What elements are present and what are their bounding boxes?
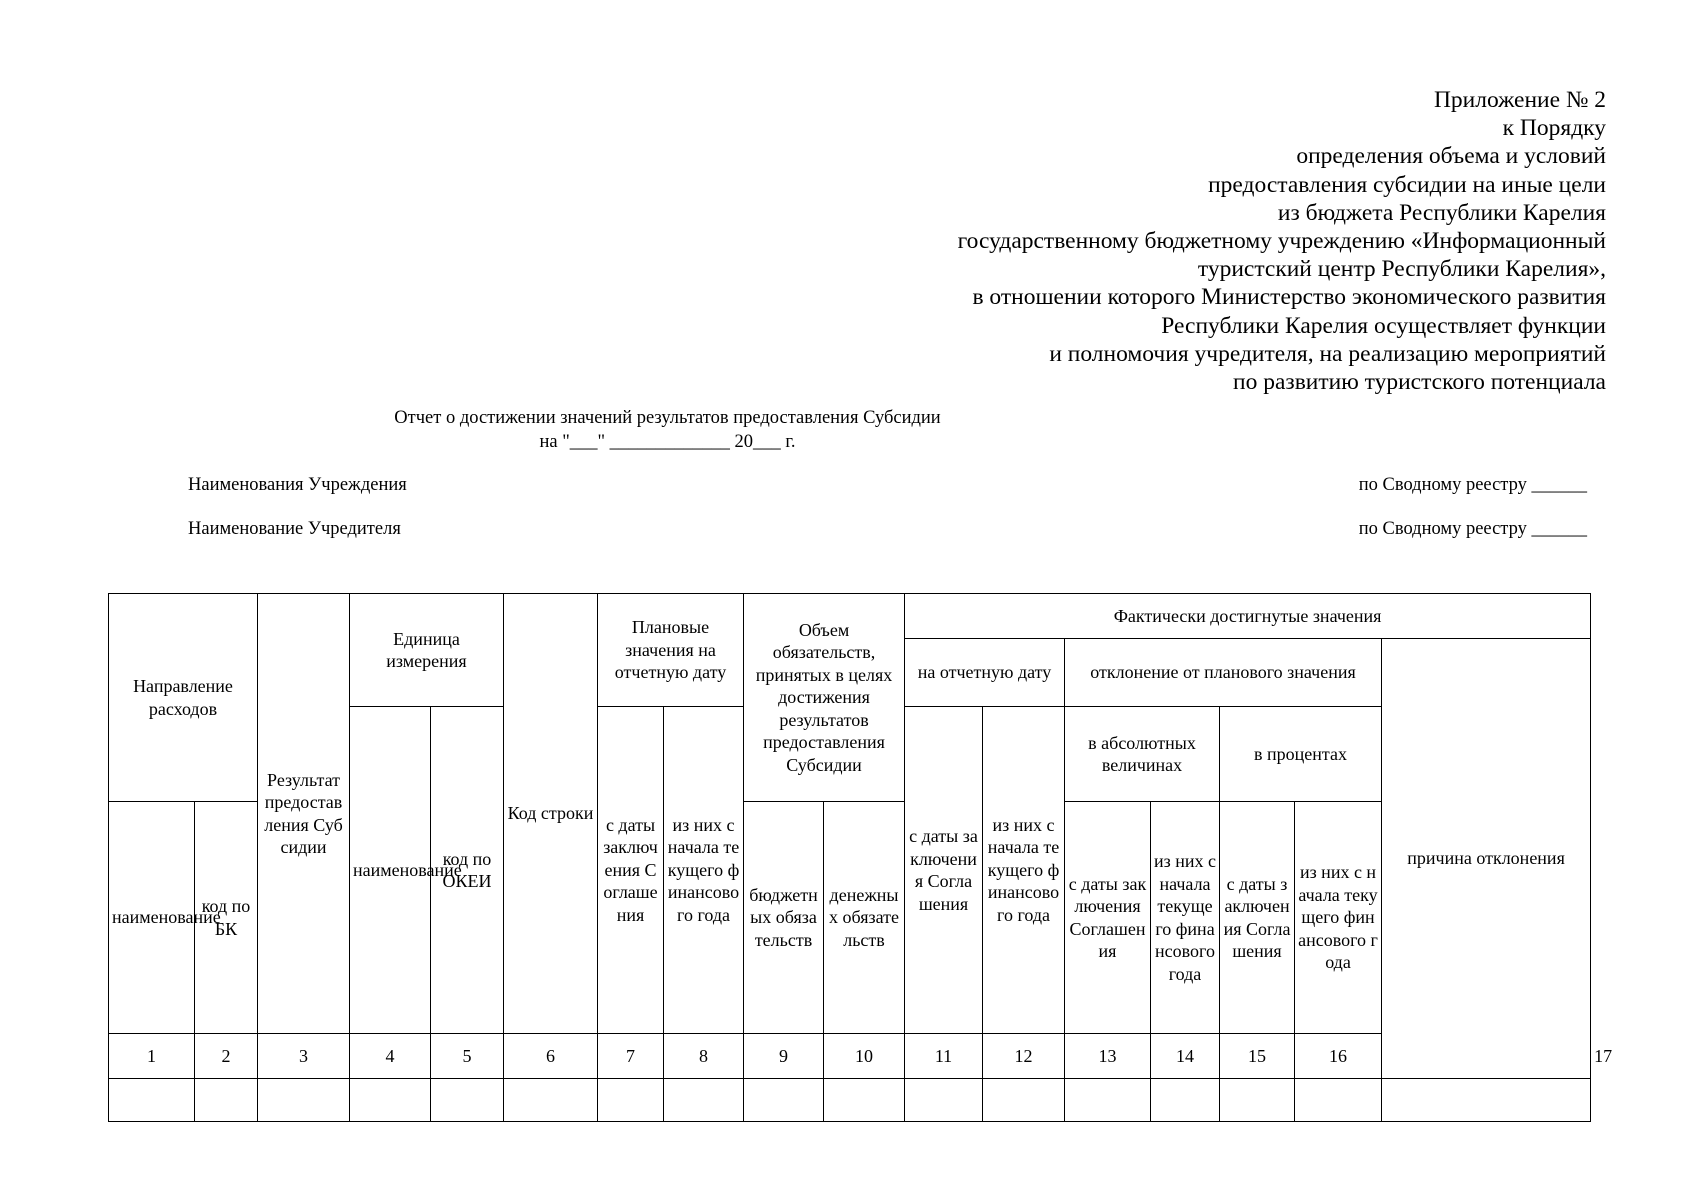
column-number: 2	[195, 1034, 258, 1079]
table-cell	[744, 1079, 824, 1122]
table-cell	[983, 1079, 1065, 1122]
column-number: 9	[744, 1034, 824, 1079]
report-title: Отчет о достижении значений результатов предоставления Субсидии	[394, 408, 941, 428]
appendix-line: и полномочия учредителя, на реализацию мероприятий	[1049, 340, 1606, 367]
appendix-line: по развитию туристского потенциала	[1233, 369, 1606, 396]
column-number: 15	[1220, 1034, 1295, 1079]
column-number: 16	[1295, 1034, 1382, 1079]
header-plan: Плановые значения на отчетную дату	[598, 594, 744, 707]
appendix-line: Республики Карелия осуществляет функции	[1161, 312, 1606, 339]
table-cell	[1065, 1079, 1151, 1122]
column-number: 6	[504, 1034, 598, 1079]
column-number: 8	[664, 1034, 744, 1079]
column-number: 5	[431, 1034, 504, 1079]
table-cell	[504, 1079, 598, 1122]
header-actual: Фактически достигнутые значения	[905, 594, 1591, 639]
appendix-line: к Порядку	[1502, 115, 1606, 142]
appendix-line: в отношении которого Министерство экономического развития	[972, 284, 1606, 311]
header-direction-name: наименование	[109, 802, 195, 1034]
header-dev-pct-since: с даты заключения Соглашения	[1220, 802, 1295, 1034]
column-number: 1	[109, 1034, 195, 1079]
header-obligations: Объем обязательств, принятых в целях достижения результатов предоставления Субсидии	[744, 594, 905, 802]
table-cell	[1382, 1079, 1591, 1122]
report-table	[108, 593, 1613, 1122]
table-cell	[1151, 1079, 1220, 1122]
appendix-line: определения объема и условий	[1296, 143, 1606, 170]
header-plan-year: из них с начала текущего финансового года	[664, 707, 744, 1034]
header-deviation: отклонение от планового значения	[1065, 639, 1382, 707]
header-line-code: Код строки	[504, 594, 598, 1034]
header-oblig-money: денежных обязательств	[824, 802, 905, 1034]
table-cell	[431, 1079, 504, 1122]
header-oblig-budget: бюджетных обязательств	[744, 802, 824, 1034]
table-cell	[195, 1079, 258, 1122]
appendix-line: Приложение № 2	[1433, 87, 1606, 113]
column-number: 12	[983, 1034, 1065, 1079]
column-number-row: 1 2 3 4 5 6 7 8 9 10 11 12 13 14 15 16 17	[109, 1034, 1591, 1079]
founder-label: Наименование Учредителя	[188, 519, 401, 539]
appendix-header	[958, 86, 1606, 396]
header-unit: Единица измерения	[350, 594, 504, 707]
column-number: 4	[350, 1034, 431, 1079]
header-dev-abs-since: с даты заключения Соглашения	[1065, 802, 1151, 1034]
header-direction-bk: код по БК	[195, 802, 258, 1034]
header-dev-pct-year: из них с начала текущего финансового года	[1295, 802, 1382, 1034]
header-actual-report-since: с даты заключения Соглашения	[905, 707, 983, 1034]
column-number: 3	[258, 1034, 350, 1079]
column-number: 14	[1151, 1034, 1220, 1079]
appendix-line: туристский центр Республики Карелия»,	[1197, 256, 1606, 283]
header-unit-name: наименование	[350, 707, 431, 1034]
appendix-line: предоставления субсидии на иные цели	[1208, 171, 1606, 198]
column-number: 11	[905, 1034, 983, 1079]
institution-label: Наименования Учреждения	[188, 475, 407, 495]
appendix-line: государственному бюджетному учреждению «Информационный	[957, 228, 1606, 255]
table-cell	[109, 1079, 195, 1122]
table-cell	[1220, 1079, 1295, 1122]
column-number: 7	[598, 1034, 664, 1079]
header-actual-report: на отчетную дату	[905, 639, 1065, 707]
table-cell	[824, 1079, 905, 1122]
appendix-line: из бюджета Республики Карелия	[1277, 199, 1606, 226]
report-date-line: на "___" _____________ 20___ г.	[539, 432, 796, 452]
table-cell	[258, 1079, 350, 1122]
empty-data-row	[109, 1079, 1591, 1122]
column-number: 13	[1065, 1034, 1151, 1079]
table-cell	[350, 1079, 431, 1122]
report-title-block	[0, 406, 1335, 454]
header-dev-abs-year: из них с начала текущего финансового года	[1151, 802, 1220, 1034]
header-dev-abs: в абсолютных величинах	[1065, 707, 1220, 802]
header-plan-since: с даты заключения Соглашения	[598, 707, 664, 1034]
header-reason: причина отклонения	[1382, 639, 1591, 1079]
column-number: 10	[824, 1034, 905, 1079]
header-unit-okei: код по ОКЕИ	[431, 707, 504, 1034]
table-cell	[905, 1079, 983, 1122]
table-cell	[1295, 1079, 1382, 1122]
institution-registry: по Сводному реестру ______	[1358, 475, 1587, 495]
founder-registry: по Сводному реестру ______	[1358, 519, 1587, 539]
header-actual-report-year: из них с начала текущего финансового года	[983, 707, 1065, 1034]
table-cell	[664, 1079, 744, 1122]
header-result: Результат предоставления Субсидии	[258, 594, 350, 1034]
header-dev-pct: в процентах	[1220, 707, 1382, 802]
table-cell	[598, 1079, 664, 1122]
header-direction: Направление расходов	[109, 594, 258, 802]
